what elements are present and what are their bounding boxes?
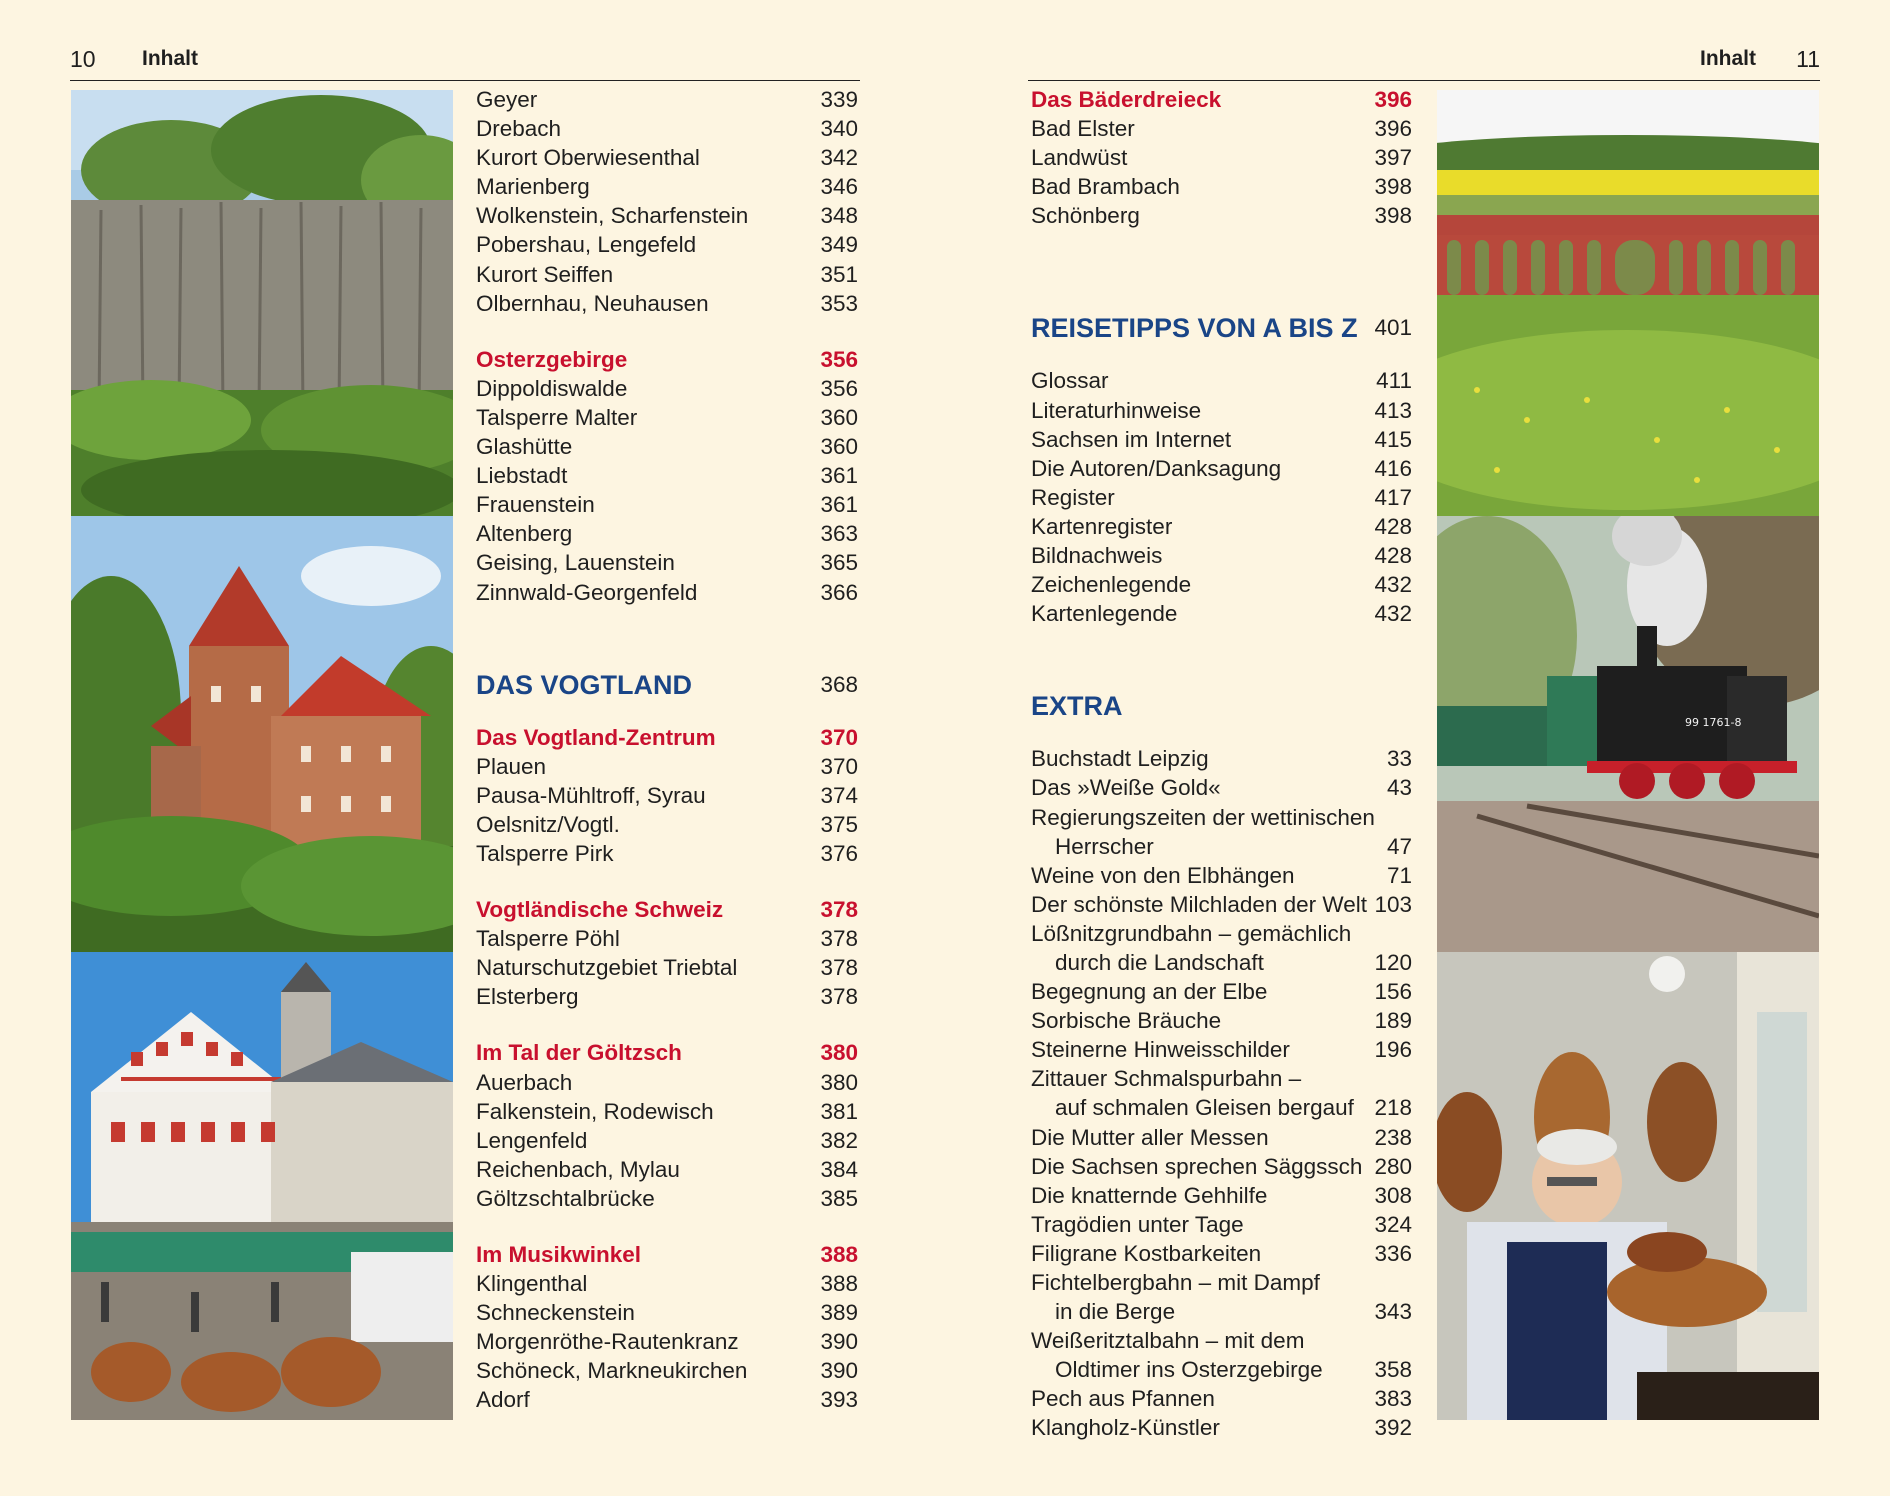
right-toc-column bbox=[1031, 85, 1412, 1443]
left-toc-column bbox=[476, 85, 858, 1415]
toc-entry[interactable]: Steinerne Hinweisschilder 196 bbox=[1031, 1037, 1412, 1063]
toc-entry-continuation[interactable]: Oldtimer ins Osterzgebirge 358 bbox=[1055, 1357, 1412, 1383]
toc-entry[interactable]: Plauen 370 bbox=[476, 753, 858, 779]
toc-entry[interactable]: Fichtelbergbahn – mit Dampf bbox=[1031, 1270, 1320, 1295]
toc-entry[interactable]: Göltzschtalbrücke 385 bbox=[476, 1185, 858, 1211]
toc-entry[interactable]: Regierungszeiten der wettinischen bbox=[1031, 804, 1375, 830]
toc-entry[interactable]: Falkenstein, Rodewisch 381 bbox=[476, 1098, 858, 1124]
toc-entry[interactable]: Glossar 411 bbox=[1031, 368, 1412, 394]
toc-entry[interactable]: Der schönste Milchladen der Welt 103 bbox=[1031, 891, 1412, 917]
toc-entry[interactable]: Reichenbach, Mylau 384 bbox=[476, 1156, 858, 1182]
toc-entry[interactable]: Olbernhau, Neuhausen 353 bbox=[476, 290, 858, 316]
toc-entry[interactable]: Klangholz-Künstler 392 bbox=[1031, 1415, 1412, 1441]
toc-entry[interactable]: Talsperre Malter 360 bbox=[476, 404, 858, 430]
toc-subheading-goeltzsch[interactable]: Im Tal der Göltzsch 380 bbox=[476, 1040, 858, 1066]
toc-entry-continuation[interactable]: auf schmalen Gleisen bergauf 218 bbox=[1055, 1095, 1412, 1121]
toc-entry[interactable]: Schneckenstein 389 bbox=[476, 1300, 858, 1326]
right-page-number: 11 bbox=[1796, 46, 1820, 72]
toc-entry[interactable]: Frauenstein 361 bbox=[476, 492, 858, 518]
photo-plauen-townhall-market bbox=[71, 952, 453, 1420]
photo-castle bbox=[71, 516, 453, 952]
toc-subheading-musikwinkel[interactable]: Im Musikwinkel 388 bbox=[476, 1242, 858, 1267]
toc-entry[interactable]: Zeichenlegende 432 bbox=[1031, 572, 1412, 598]
toc-entry[interactable]: Liebstadt 361 bbox=[476, 463, 858, 489]
toc-entry[interactable]: Lößnitzgrundbahn – gemächlich bbox=[1031, 920, 1352, 946]
toc-entry[interactable]: Wolkenstein, Scharfenstein 348 bbox=[476, 203, 858, 229]
toc-entry[interactable]: Geyer 339 bbox=[476, 87, 858, 112]
left-page-number: 10 bbox=[70, 46, 96, 72]
toc-entry[interactable]: Marienberg 346 bbox=[476, 174, 858, 200]
toc-entry[interactable]: Pobershau, Lengefeld 349 bbox=[476, 232, 858, 258]
toc-entry[interactable]: Morgenröthe-Rautenkranz 390 bbox=[476, 1329, 858, 1355]
toc-entry[interactable]: Oelsnitz/Vogtl. 375 bbox=[476, 811, 858, 837]
toc-entry[interactable]: Kartenlegende 432 bbox=[1031, 601, 1412, 627]
toc-entry[interactable]: Lengenfeld 382 bbox=[476, 1127, 858, 1153]
toc-entry[interactable]: Glashütte 360 bbox=[476, 434, 858, 460]
toc-entry[interactable]: Klingenthal 388 bbox=[476, 1271, 858, 1297]
toc-entry[interactable]: Schönberg 398 bbox=[1031, 203, 1412, 229]
toc-entry[interactable]: Register 417 bbox=[1031, 484, 1412, 510]
toc-section-reisetipps[interactable]: REISETIPPS VON A BIS Z 401 bbox=[1031, 313, 1412, 344]
toc-entry-continuation[interactable]: Herrscher 47 bbox=[1055, 833, 1412, 859]
toc-subheading-osterzgebirge[interactable]: Osterzgebirge 356 bbox=[476, 346, 858, 372]
toc-entry[interactable]: Naturschutzgebiet Triebtal 378 bbox=[476, 955, 858, 981]
toc-entry[interactable]: Altenberg 363 bbox=[476, 521, 858, 547]
photo-goeltzsch-viaduct bbox=[1437, 90, 1819, 516]
toc-entry[interactable]: Kurort Seiffen 351 bbox=[476, 261, 858, 287]
toc-entry[interactable]: Tragödien unter Tage 324 bbox=[1031, 1211, 1412, 1237]
toc-entry[interactable]: Die Sachsen sprechen Säggssch 280 bbox=[1031, 1153, 1412, 1179]
toc-entry[interactable]: Weißeritztalbahn – mit dem bbox=[1031, 1328, 1305, 1354]
toc-subheading-vogtland-zentrum[interactable]: Das Vogtland-Zentrum 370 bbox=[476, 724, 858, 750]
locomotive-number: 99 1761-8 bbox=[1685, 716, 1742, 729]
toc-entry[interactable]: Das »Weiße Gold« 43 bbox=[1031, 775, 1412, 801]
toc-entry-continuation[interactable]: durch die Landschaft 120 bbox=[1055, 949, 1412, 975]
toc-entry[interactable]: Talsperre Pöhl 378 bbox=[476, 926, 858, 952]
toc-entry[interactable]: Literaturhinweise 413 bbox=[1031, 397, 1412, 423]
toc-entry[interactable]: Kurort Oberwiesenthal 342 bbox=[476, 145, 858, 171]
toc-entry[interactable]: Sorbische Bräuche 189 bbox=[1031, 1008, 1412, 1034]
toc-subheading-baederdreieck[interactable]: Das Bäderdreieck 396 bbox=[1031, 87, 1412, 112]
toc-entry[interactable]: Zittauer Schmalspurbahn – bbox=[1031, 1066, 1302, 1092]
toc-entry[interactable]: Die Mutter aller Messen 238 bbox=[1031, 1124, 1412, 1150]
toc-entry[interactable]: Bad Elster 396 bbox=[1031, 116, 1412, 142]
toc-entry[interactable]: Schöneck, Markneukirchen 390 bbox=[476, 1358, 858, 1384]
toc-subheading-vogtlaendische-schweiz[interactable]: Vogtländische Schweiz 378 bbox=[476, 897, 858, 923]
toc-entry[interactable]: Dippoldiswalde 356 bbox=[476, 375, 858, 401]
toc-entry[interactable]: Talsperre Pirk 376 bbox=[476, 840, 858, 866]
toc-entry[interactable]: Buchstadt Leipzig 33 bbox=[1031, 746, 1412, 772]
toc-entry[interactable]: Drebach 340 bbox=[476, 116, 858, 142]
toc-entry[interactable]: Sachsen im Internet 415 bbox=[1031, 426, 1412, 452]
toc-entry[interactable]: Pausa-Mühltroff, Syrau 374 bbox=[476, 782, 858, 808]
toc-entry[interactable]: Elsterberg 378 bbox=[476, 984, 858, 1010]
toc-entry[interactable]: Geising, Lauenstein 365 bbox=[476, 550, 858, 576]
toc-entry[interactable]: Pech aus Pfannen 383 bbox=[1031, 1386, 1412, 1412]
photo-violin-maker bbox=[1437, 952, 1819, 1420]
right-header-title: Inhalt bbox=[1700, 47, 1756, 70]
right-page-header bbox=[1028, 44, 1820, 81]
toc-entry[interactable]: Die Autoren/Danksagung 416 bbox=[1031, 455, 1412, 481]
toc-entry[interactable]: Bad Brambach 398 bbox=[1031, 174, 1412, 200]
toc-entry[interactable]: Begegnung an der Elbe 156 bbox=[1031, 979, 1412, 1005]
toc-entry[interactable]: Bildnachweis 428 bbox=[1031, 543, 1412, 569]
toc-entry[interactable]: Die knatternde Gehhilfe 308 bbox=[1031, 1182, 1412, 1208]
toc-entry-continuation[interactable]: in die Berge 343 bbox=[1055, 1299, 1412, 1325]
toc-entry[interactable]: Zinnwald-Georgenfeld 366 bbox=[476, 579, 858, 605]
photo-rock-cliff bbox=[71, 90, 453, 516]
toc-section-vogtland[interactable]: DAS VOGTLAND 368 bbox=[476, 669, 858, 700]
left-page-header bbox=[70, 44, 860, 81]
toc-entry[interactable]: Landwüst 397 bbox=[1031, 145, 1412, 171]
toc-entry[interactable]: Filigrane Kostbarkeiten 336 bbox=[1031, 1240, 1412, 1266]
toc-entry[interactable]: Adorf 393 bbox=[476, 1387, 858, 1413]
toc-entry[interactable]: Auerbach 380 bbox=[476, 1069, 858, 1095]
toc-entry[interactable]: Weine von den Elbhängen 71 bbox=[1031, 862, 1412, 888]
left-header-title: Inhalt bbox=[142, 47, 198, 70]
toc-section-extra[interactable]: EXTRA bbox=[1031, 691, 1123, 722]
photo-steam-locomotive bbox=[1437, 516, 1819, 952]
toc-entry[interactable]: Kartenregister 428 bbox=[1031, 513, 1412, 539]
